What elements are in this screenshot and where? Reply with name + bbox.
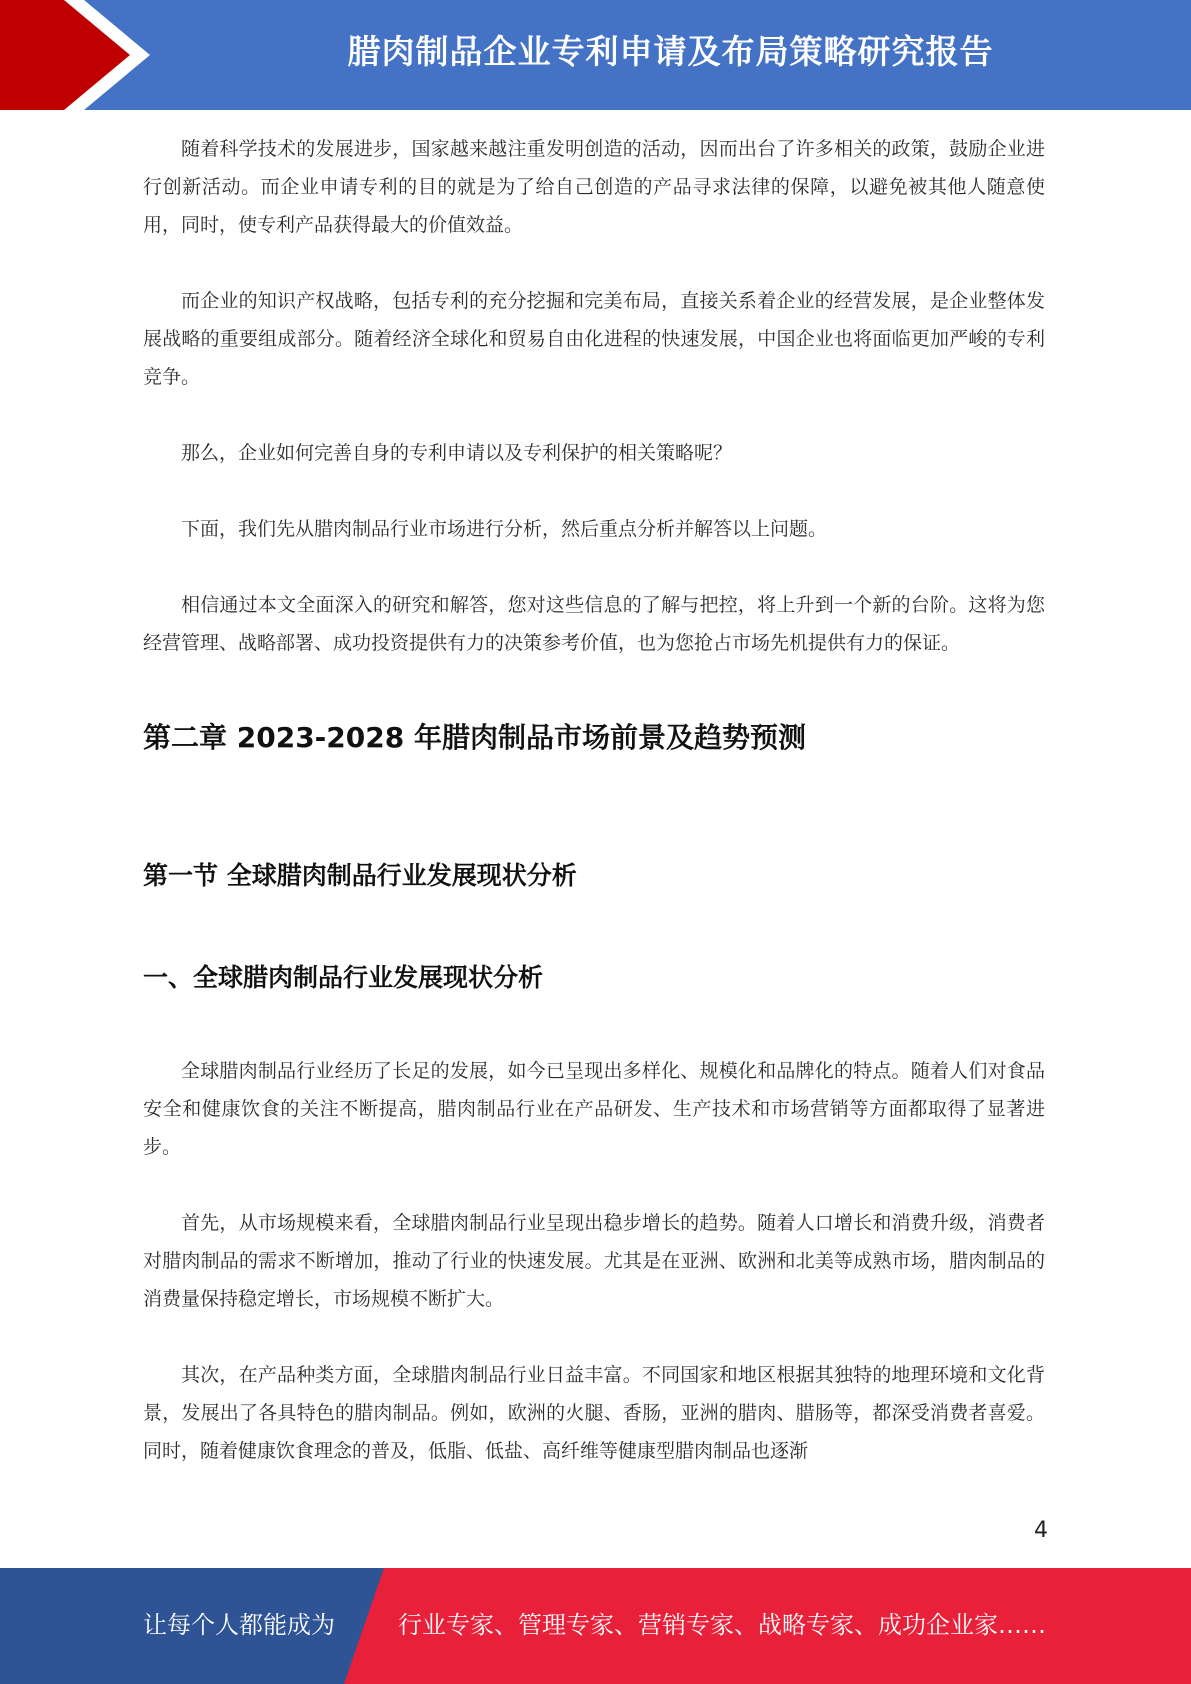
chapter-title: 第二章 2023-2028 年腊肉制品市场前景及趋势预测: [143, 721, 806, 754]
footer-slogan-left: 让每个人都能成为: [143, 1611, 335, 1639]
document-body: [143, 130, 1045, 1470]
page-number: 4: [1034, 1518, 1048, 1543]
body-paragraph-1: 全球腊肉制品行业经历了长足的发展，如今已呈现出多样化、规模化和品牌化的特点。随着人们对食品安全和健康饮食的关注不断提高，腊肉制品行业在产品研发、生产技术和市场营销等方面都取得了显著进步。: [143, 1060, 1045, 1158]
page-footer: [0, 1568, 1191, 1684]
body-paragraph-2: 首先，从市场规模来看，全球腊肉制品行业呈现出稳步增长的趋势。随着人口增长和消费升级，消费者对腊肉制品的需求不断增加，推动了行业的快速发展。尤其是在亚洲、欧洲和北美等成熟市场，腊肉制品的消费量保持稳定增长，市场规模不断扩大。: [143, 1212, 1045, 1310]
intro-paragraph-4: 下面，我们先从腊肉制品行业市场进行分析，然后重点分析并解答以上问题。: [181, 518, 828, 540]
section-title: 第一节 全球腊肉制品行业发展现状分析: [143, 861, 577, 890]
intro-paragraph-1: 随着科学技术的发展进步，国家越来越注重发明创造的活动，因而出台了许多相关的政策，鼓励企业进行创新活动。而企业申请专利的目的就是为了给自己创造的产品寻求法律的保障，以避免被其他人随意使用，同时，使专利产品获得最大的价值效益。: [143, 138, 1045, 236]
page-header: [0, 0, 1191, 110]
header-title: 腊肉制品企业专利申请及布局策略研究报告: [347, 32, 994, 71]
footer-slogan-right: 行业专家、管理专家、营销专家、战略专家、成功企业家……: [398, 1611, 1046, 1639]
intro-paragraph-3: 那么，企业如何完善自身的专利申请以及专利保护的相关策略呢？: [181, 442, 733, 464]
body-paragraph-3: 其次，在产品种类方面，全球腊肉制品行业日益丰富。不同国家和地区根据其独特的地理环境和文化背景，发展出了各具特色的腊肉制品。例如，欧洲的火腿、香肠，亚洲的腊肉、腊肠等，都深受消费者喜爱。同时，随着健康饮食理念的普及，低脂、低盐、高纤维等健康型腊肉制品也逐渐: [143, 1364, 1045, 1462]
intro-paragraph-5: 相信通过本文全面深入的研究和解答，您对这些信息的了解与把控，将上升到一个新的台阶。这将为您经营管理、战略部署、成功投资提供有力的决策参考价值，也为您抢占市场先机提供有力的保证。: [143, 594, 1045, 654]
intro-paragraph-2: 而企业的知识产权战略，包括专利的充分挖掘和完美布局，直接关系着企业的经营发展，是企业整体发展战略的重要组成部分。随着经济全球化和贸易自由化进程的快速发展，中国企业也将面临更加严峻的专利竞争。: [143, 290, 1045, 388]
subsection-title: 一、全球腊肉制品行业发展现状分析: [143, 963, 544, 992]
